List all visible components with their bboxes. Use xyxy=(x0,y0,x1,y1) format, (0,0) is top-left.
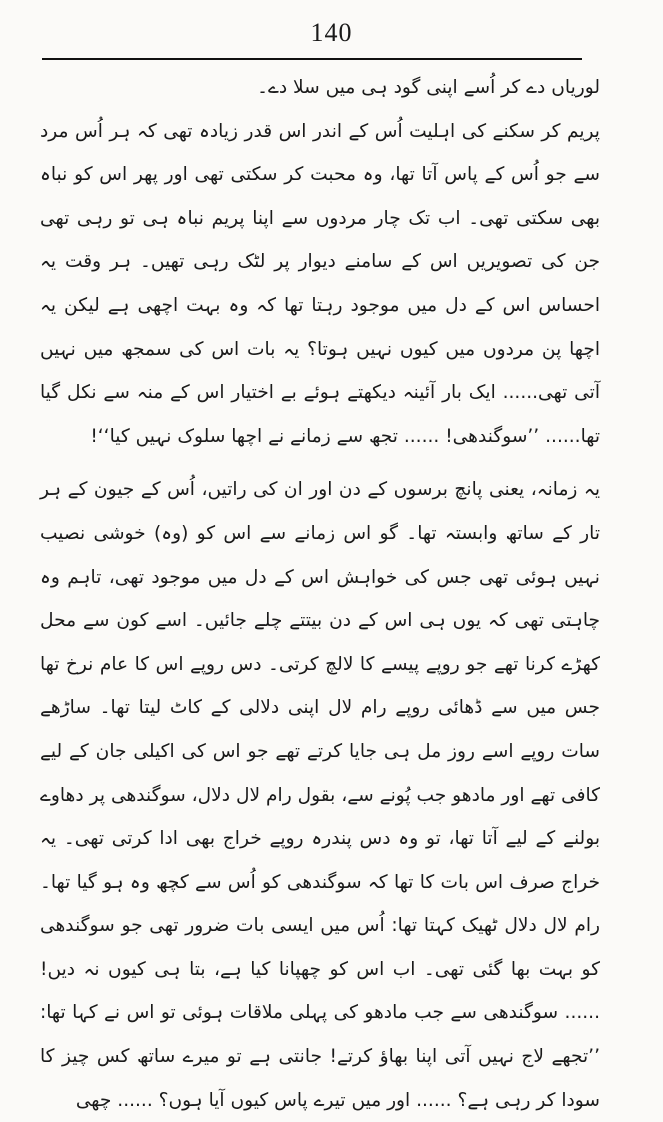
paragraph: پریم کر سکنے کی اہلیت اُس کے اندر اس قدر زیادہ تھی کہ ہر اُس مرد سے جو اُس کے پاس آتا تھا، وہ محبت کر سکتی تھی اور پھر اس کو نباہ بھی سکتی تھی۔ اب تک چار مردوں سے اپنا پریم نباہ ہی تو رہی تھی جن کی تصویریں اس کے سامنے دیوار پر لٹک رہی تھیں۔ ہر وقت یہ احساس اس کے دل میں موجود رہتا تھا کہ وہ بہت اچھی ہے لیکن یہ اچھا پن مردوں میں کیوں نہیں ہوتا؟ یہ بات اس کی سمجھ میں نہیں آتی تھی...... ایک بار آئینہ دیکھتے ہوئے بے اختیار اس کے منہ سے نکل گیا تھا...... ’’سوگندھی! ...... تجھ سے زمانے نے اچھا سلوک نہیں کیا‘‘! xyxy=(40,120,600,447)
body-text xyxy=(40,66,600,1111)
paragraph: یہ زمانہ، یعنی پانچ برسوں کے دن اور ان کی راتیں، اُس کے جیون کے ہر تار کے ساتھ وابستہ تھا۔ گو اس زمانے سے اس کو (وہ) خوشی نصیب نہیں ہوئی تھی جس کی خواہش اس کے دل میں موجود تھی، تاہم وہ چاہتی تھی کہ یوں ہی اس کے دن بیتتے چلے جائیں۔ اسے کون سے محل کھڑے کرنا تھے جو روپے پیسے کا لالچ کرتی۔ دس روپے اس کا عام نرخ تھا جس میں سے ڈھائی روپے رام لال اپنی دلالی کے کاٹ لیتا تھا۔ ساڑھے سات روپے اسے روز مل ہی جایا کرتے تھے جو اس کی اکیلی جان کے لیے کافی تھے اور مادھو جب پُونے سے، بقول رام لال دلال، سوگندھی پر دھاوے بولنے کے لیے آتا تھا، تو وہ دس پندرہ روپے خراج بھی ادا کرتی تھی۔ یہ خراج صرف اس بات کا تھا کہ سوگندھی کو اُس سے کچھ وہ ہو گیا تھا۔ رام لال دلال ٹھیک کہتا تھا: اُس میں ایسی بات ضرور تھی جو سوگندھی کو بہت بھا گئی تھی۔ اب اس کو چھپانا کیا ہے، بتا ہی کیوں نہ دیں! ...... سوگندھی سے جب مادھو کی پہلی ملاقات ہوئی تو اس نے کہا تھا: ’’تجھے لاج نہیں آتی اپنا بھاؤ کرتے! جانتی ہے تو میرے ساتھ کس چیز کا سودا کر رہی ہے؟ ...... اور میں تیرے پاس کیوں آیا ہوں؟ ...... چھی xyxy=(40,479,600,1111)
page-number: 140 xyxy=(310,18,353,47)
paragraph: لوریاں دے کر اُسے اپنی گود ہی میں سلا دے۔ xyxy=(257,77,600,98)
header-rule xyxy=(42,58,582,60)
